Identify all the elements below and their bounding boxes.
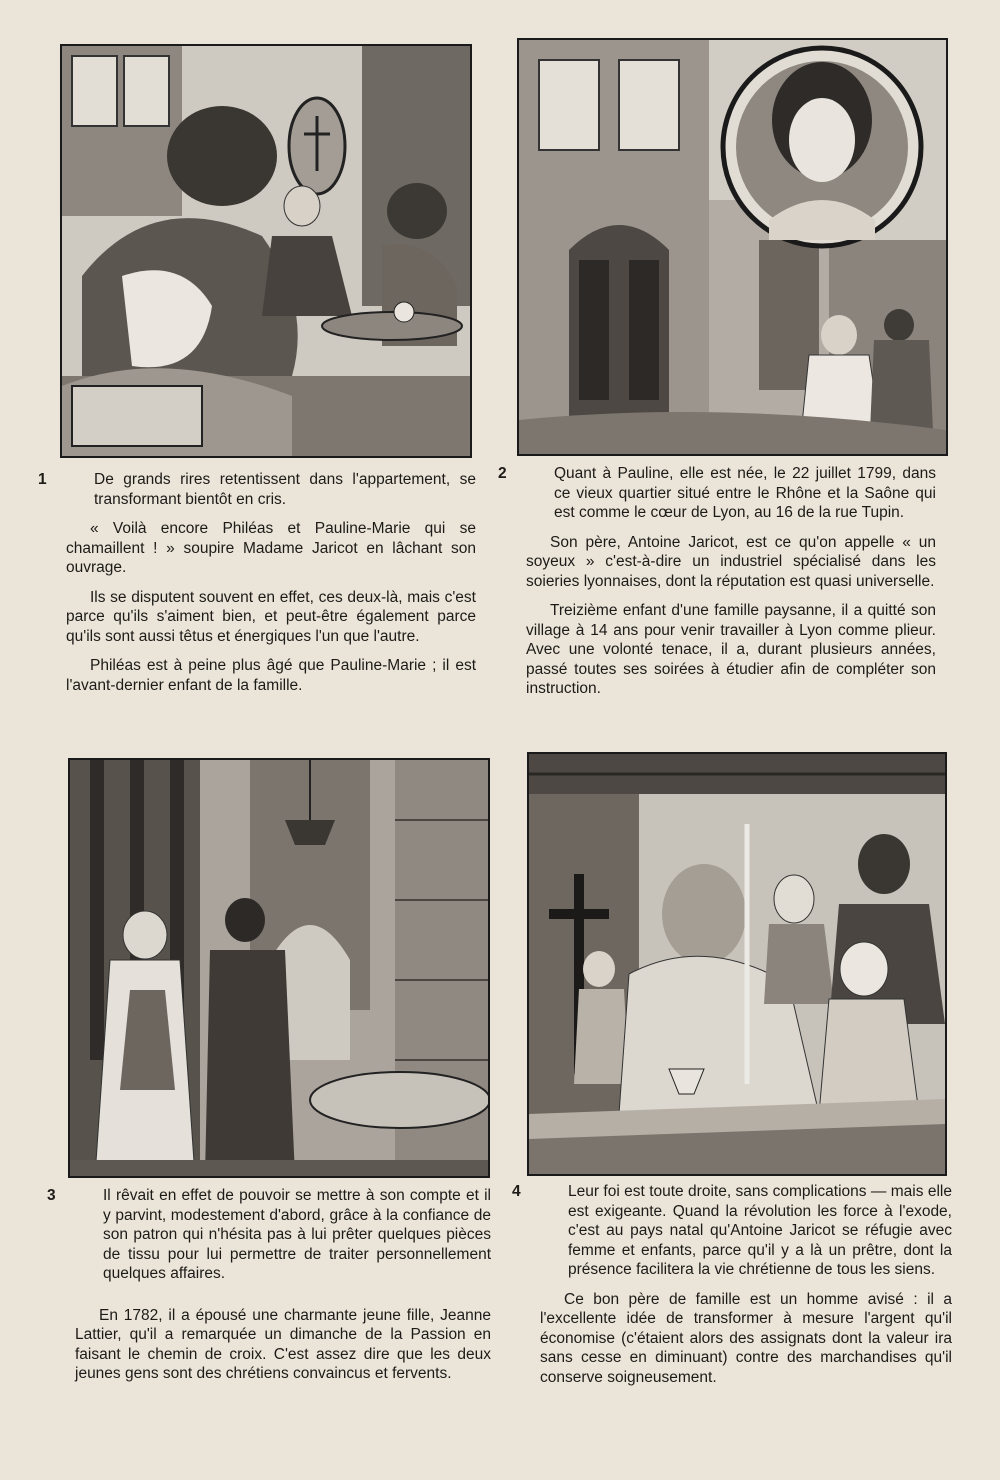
- caption-number-4: 4: [512, 1183, 521, 1200]
- caption-4-text-1: Leur foi est toute droite, sans complications — mais elle est exigeante. Quand la révolution les force à l'exode, c'est au pays natal qu'Antoine Jaricot se réfugie avec femme et enfants, parce qu'il y a là un prêtre, dont la présence facilitera la vie chrétienne de tous les siens.: [568, 1183, 952, 1278]
- illustration-panel-2: [517, 38, 948, 456]
- caption-2-text-1: Quant à Pauline, elle est née, le 22 juillet 1799, dans ce vieux quartier situé entre le Rhône et la Saône qui est comme le cœur de Lyon, au 16 de la rue Tupin.: [554, 465, 936, 521]
- caption-1-paragraph-3: Ils se disputent souvent en effet, ces deux-là, mais c'est parce qu'ils s'aiment bien, et peut-être également parce qu'ils sont aussi têtus et énergiques l'un que l'autre.: [66, 588, 476, 645]
- caption-4-paragraph-1: [512, 1182, 952, 1280]
- caption-1-paragraph-1: [38, 470, 476, 509]
- caption-panel-3: [47, 1186, 491, 1394]
- caption-number-1: 1: [38, 471, 47, 488]
- caption-number-2: 2: [498, 465, 507, 482]
- caption-number-3: 3: [47, 1187, 56, 1204]
- caption-panel-2: [498, 464, 936, 709]
- caption-panel-1: [38, 470, 476, 705]
- illustration-panel-3: [68, 758, 490, 1178]
- caption-2-paragraph-2: Son père, Antoine Jaricot, est ce qu'on appelle « un soyeux » c'est-à-dire un industriel spécialisé dans les soieries lyonnaises, dont la réputation est quasi universelle.: [526, 533, 936, 590]
- caption-panel-4: [512, 1182, 952, 1397]
- caption-3-text-1: Il rêvait en effet de pouvoir se mettre à son compte et il y parvint, modestement d'abord, grâce à la confiance de son patron qui n'hésita pas à lui prêter quelques pièces de tissu pour lui permettre de traiter personnellement quelques affaires.: [103, 1187, 491, 1282]
- illustration-panel-4: [527, 752, 947, 1176]
- caption-1-paragraph-4: Philéas est à peine plus âgé que Pauline-Marie ; il est l'avant-dernier enfant de la famille.: [66, 657, 476, 694]
- caption-3-paragraph-2: En 1782, il a épousé une charmante jeune fille, Jeanne Lattier, qu'il a remarquée un dimanche de la Passion en faisant le chemin de croix. C'est assez dire que les deux jeunes gens sont des chrétiens convaincus et fervents.: [75, 1306, 491, 1382]
- caption-4-paragraph-2: Ce bon père de famille est un homme avisé : il a l'excellente idée de transformer à mesure l'argent qu'il économise (c'étaient alors des assignats dont la valeur ira sans cesse en diminuant) contre des marchandises qu'il conserve soigneusement.: [540, 1290, 952, 1386]
- illustration-panel-1: [60, 44, 472, 458]
- caption-3-paragraph-1: [47, 1186, 491, 1284]
- caption-2-paragraph-3: Treizième enfant d'une famille paysanne, il a quitté son village à 14 ans pour venir travailler à Lyon comme plieur. Avec une volonté tenace, il a, durant plusieurs années, passé toutes ses soirées à étudier afin de compléter son instruction.: [526, 602, 936, 697]
- caption-1-paragraph-2: « Voilà encore Philéas et Pauline-Marie qui se chamaillent ! » soupire Madame Jaricot en lâchant son ouvrage.: [66, 520, 476, 576]
- caption-2-paragraph-1: [498, 464, 936, 523]
- caption-1-text-1: De grands rires retentissent dans l'appartement, se transformant bientôt en cris.: [94, 471, 476, 508]
